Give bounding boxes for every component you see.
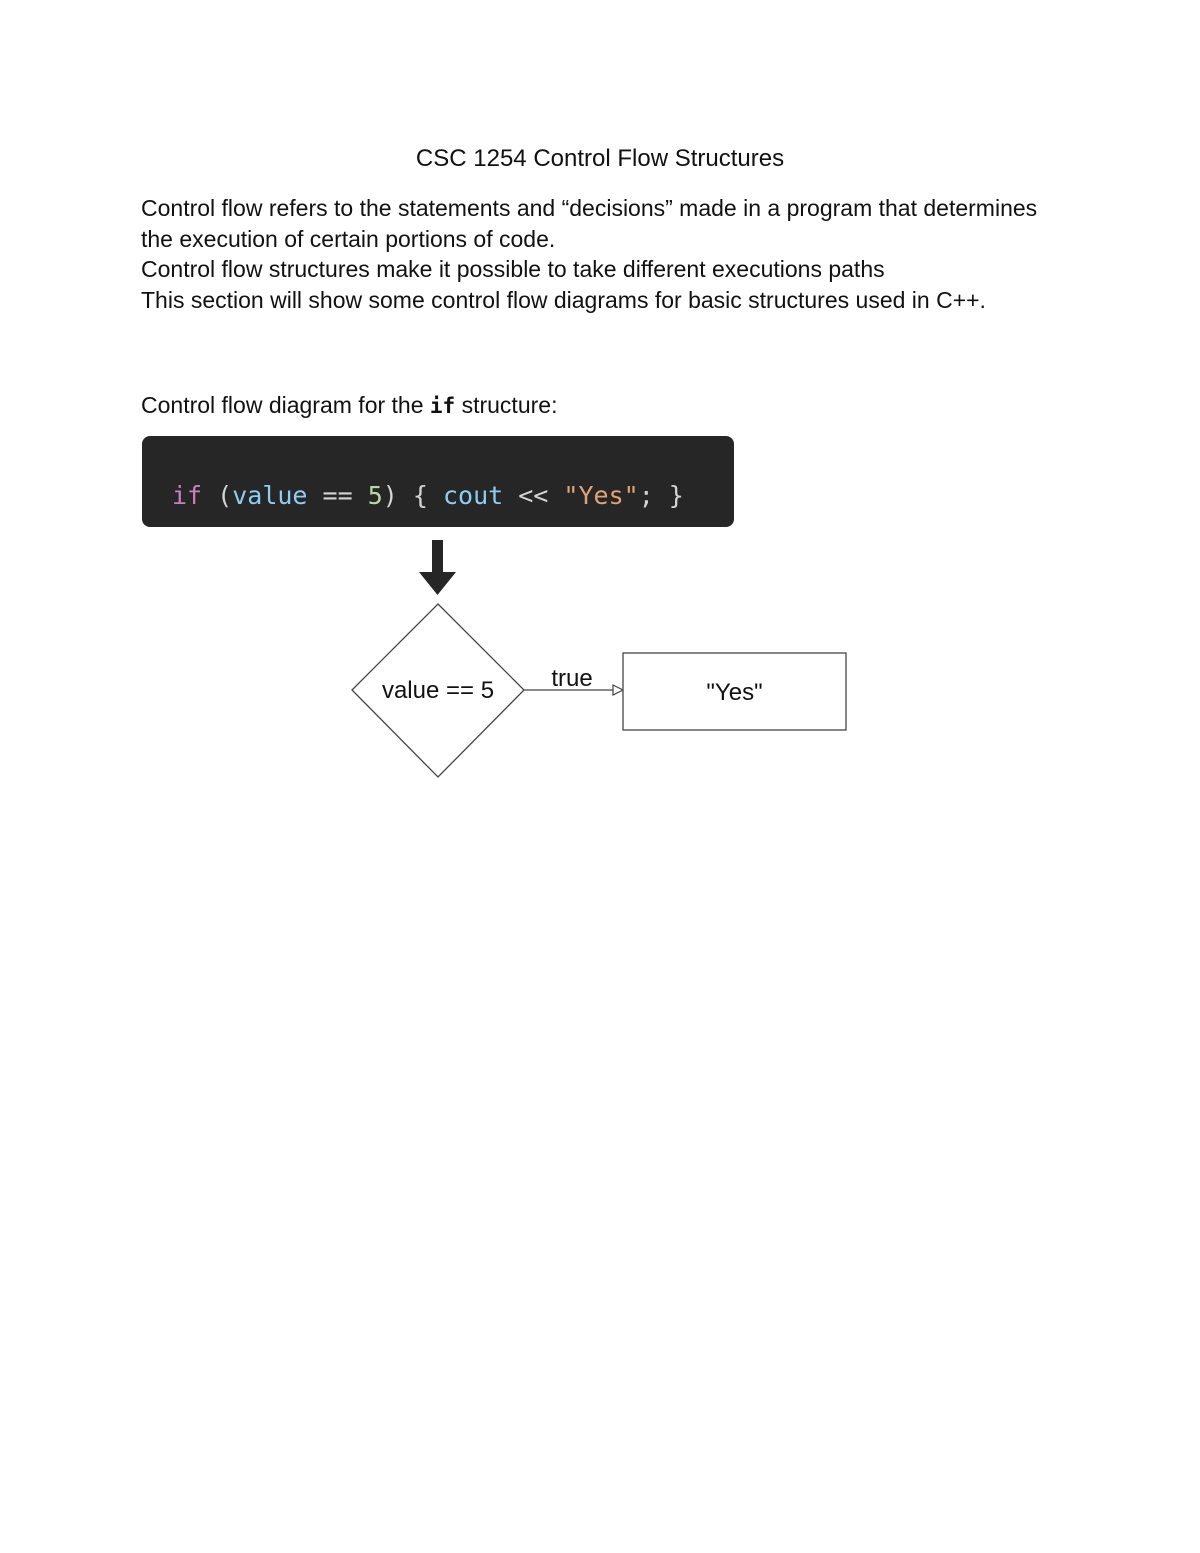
code-token-keyword: if: [172, 481, 203, 510]
code-token-identifier: cout: [442, 481, 504, 510]
caption-text-after: structure:: [455, 392, 558, 418]
decision-label: value == 5: [381, 677, 495, 704]
paragraph-line: Control flow structures make it possible to take different executions paths: [141, 256, 885, 282]
code-token-punct: ) {: [382, 481, 443, 510]
paragraph-line: Control flow refers to the statements and “decisions” made in a program that determines: [141, 195, 1038, 221]
down-arrow-icon: [419, 540, 456, 595]
paragraph-line: This section will show some control flow diagrams for basic structures used in C++.: [141, 286, 986, 313]
page-title: CSC 1254 Control Flow Structures: [415, 145, 785, 172]
paragraph-line: the execution of certain portions of code.: [141, 225, 556, 252]
code-token-number: 5: [367, 481, 383, 510]
process-label: "Yes": [706, 679, 763, 706]
caption-code: if: [429, 394, 456, 418]
code-token-punct: (: [202, 481, 233, 510]
caption-text-before: Control flow diagram for the: [141, 392, 430, 418]
edge-arrowhead-icon: [613, 685, 623, 695]
code-token-identifier: value: [232, 481, 308, 510]
code-token-punct: ; }: [638, 481, 684, 510]
code-token-string: "Yes": [563, 481, 639, 510]
code-token-operator: ==: [307, 481, 368, 510]
edge-label: true: [551, 665, 593, 692]
code-token-operator: <<: [503, 481, 564, 510]
